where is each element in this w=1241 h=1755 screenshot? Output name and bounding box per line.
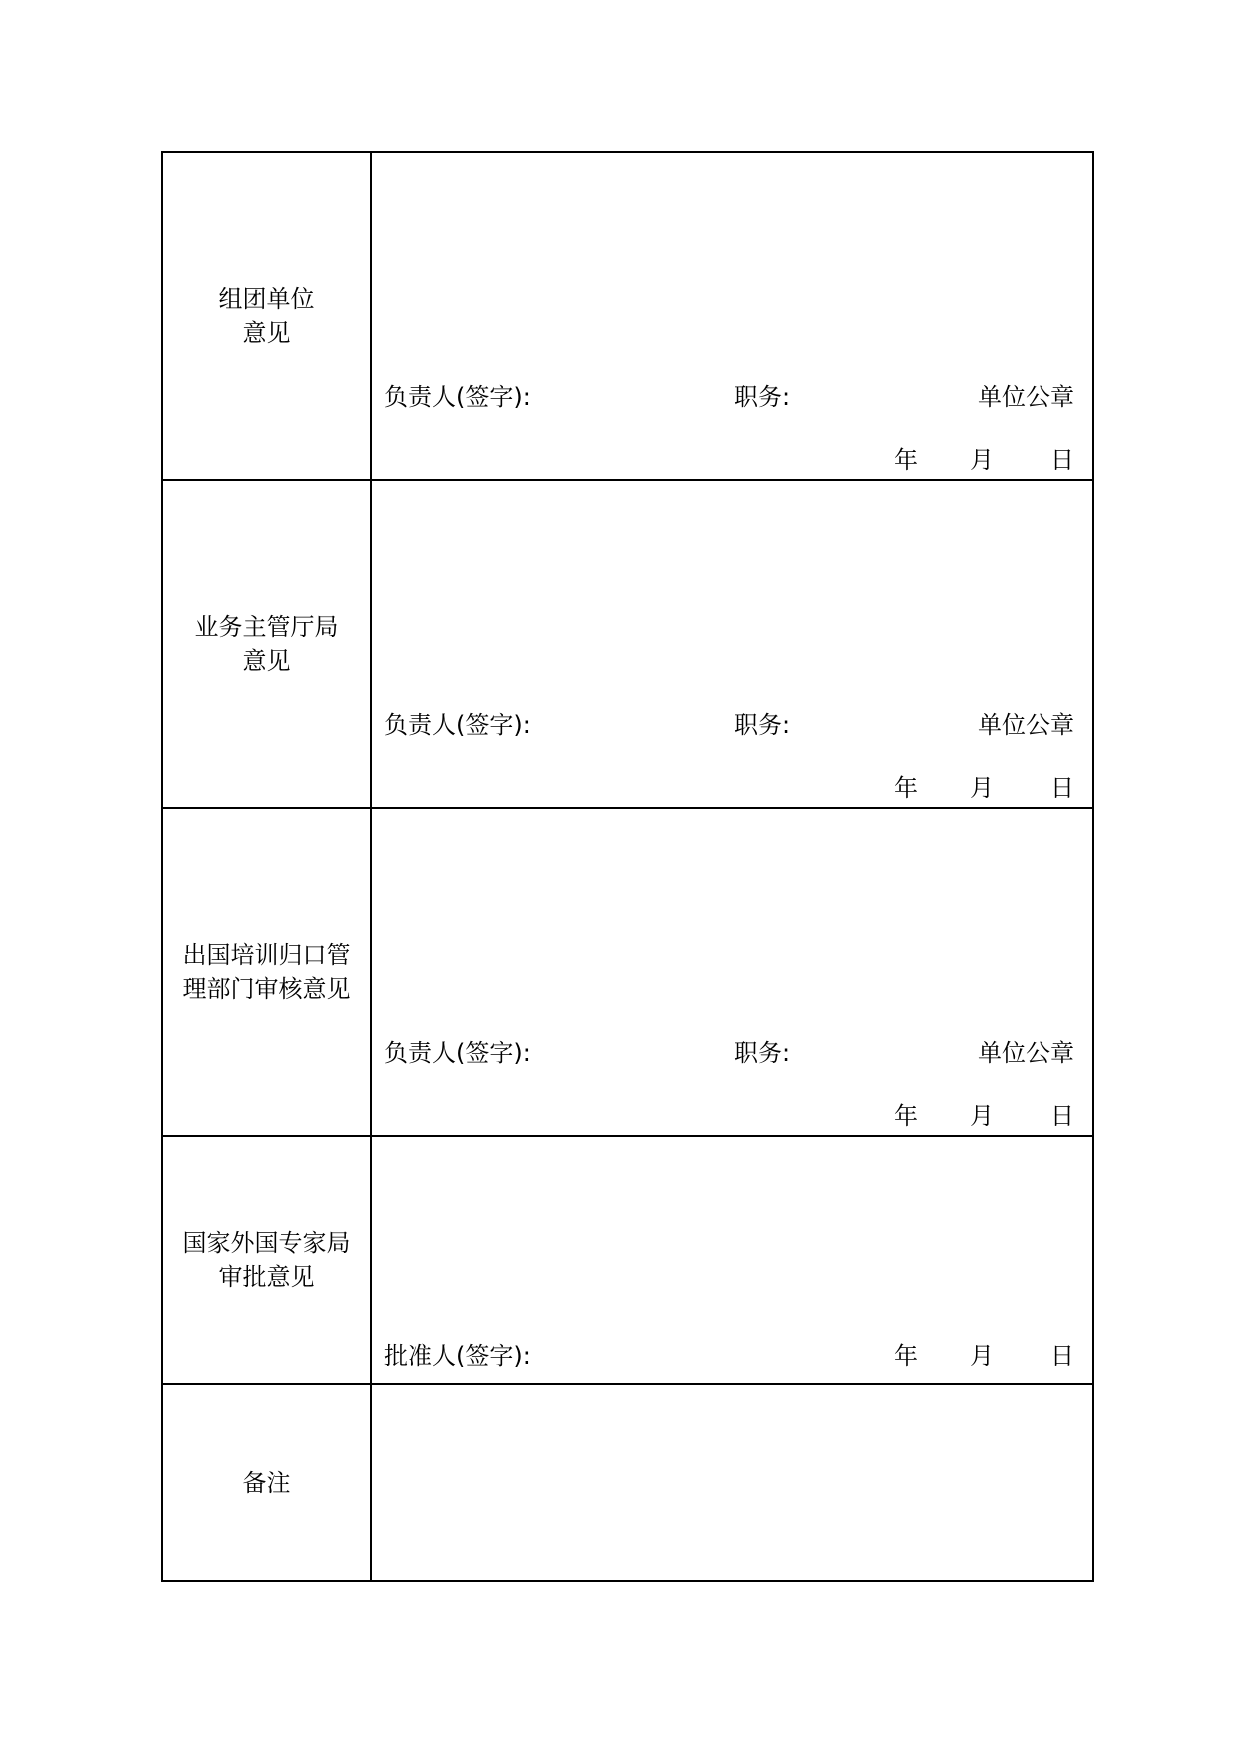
date-month-label: 月 (970, 774, 994, 802)
row-label-cell (162, 152, 371, 480)
row-label-line: 出国培训归口管 (182, 941, 351, 969)
date-year-label: 年 (894, 1102, 918, 1130)
signature-line (384, 1037, 1074, 1069)
position-label: 职务: (734, 383, 791, 411)
form-row-department-opinion (162, 480, 1093, 808)
approval-form-table (161, 151, 1094, 1582)
date-month-label: 月 (970, 1342, 994, 1370)
row-label-cell (162, 808, 371, 1136)
date-year-label: 年 (894, 1342, 918, 1370)
row-label-line: 意见 (242, 319, 291, 347)
form-row-bureau-approval (162, 1136, 1093, 1384)
row-label-line: 审批意见 (218, 1263, 315, 1291)
seal-label: 单位公章 (978, 711, 1074, 739)
date-line (894, 772, 1074, 804)
signature-label: 负责人(签字): (384, 383, 531, 411)
remarks-input-area[interactable] (371, 1384, 1093, 1581)
date-year-label: 年 (894, 446, 918, 474)
row-label-cell (162, 1136, 371, 1384)
row-label-line: 理部门审核意见 (182, 975, 351, 1003)
approver-signature-label: 批准人(签字): (384, 1342, 531, 1370)
signature-line (384, 709, 1074, 741)
date-month-label: 月 (970, 1102, 994, 1130)
opinion-input-area[interactable] (371, 480, 1093, 808)
signature-line (384, 381, 1074, 413)
seal-label: 单位公章 (978, 383, 1074, 411)
position-label: 职务: (734, 711, 791, 739)
opinion-input-area[interactable] (371, 152, 1093, 480)
opinion-input-area[interactable] (371, 1136, 1093, 1384)
date-day-label: 日 (1050, 446, 1074, 474)
date-line (894, 1100, 1074, 1132)
row-label-cell (162, 1384, 371, 1581)
row-label-cell (162, 480, 371, 808)
row-label-line: 业务主管厅局 (194, 613, 339, 641)
date-line (894, 444, 1074, 476)
date-line (894, 1340, 1074, 1372)
row-label-line: 组团单位 (218, 285, 315, 313)
row-label-line: 意见 (242, 647, 291, 675)
date-day-label: 日 (1050, 774, 1074, 802)
signature-label: 负责人(签字): (384, 1039, 531, 1067)
row-label-line: 备注 (242, 1468, 291, 1497)
date-month-label: 月 (970, 446, 994, 474)
seal-label: 单位公章 (978, 1039, 1074, 1067)
date-day-label: 日 (1050, 1102, 1074, 1130)
form-row-training-review (162, 808, 1093, 1136)
form-row-organizer-opinion (162, 152, 1093, 480)
date-year-label: 年 (894, 774, 918, 802)
position-label: 职务: (734, 1039, 791, 1067)
opinion-input-area[interactable] (371, 808, 1093, 1136)
form-row-remarks (162, 1384, 1093, 1581)
signature-label: 负责人(签字): (384, 711, 531, 739)
row-label-line: 国家外国专家局 (182, 1229, 351, 1257)
date-day-label: 日 (1050, 1342, 1074, 1370)
